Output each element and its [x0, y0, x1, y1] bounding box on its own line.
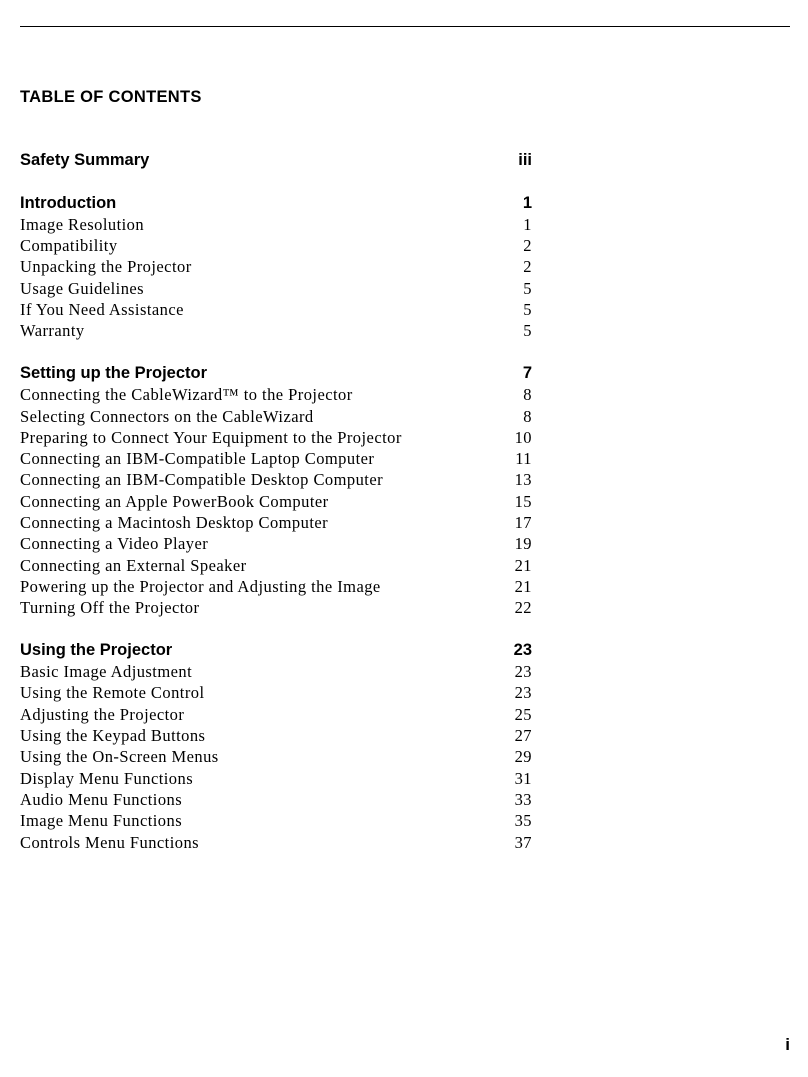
toc-entry[interactable]	[20, 597, 532, 618]
toc-entry-page: 1	[523, 214, 532, 234]
toc-entry-label: Connecting an External Speaker	[20, 555, 247, 575]
toc-entry-page: 31	[514, 768, 532, 788]
toc-entry-label: Connecting an IBM-Compatible Laptop Computer	[20, 449, 375, 469]
toc-entry[interactable]	[20, 661, 532, 682]
section-spacer	[20, 171, 532, 192]
toc-entry-page: 27	[514, 726, 532, 746]
toc-section-heading[interactable]	[20, 193, 532, 214]
toc-list	[20, 150, 532, 853]
toc-entry-page: 8	[523, 406, 532, 426]
toc-entry-page: 21	[514, 576, 532, 596]
toc-entry-page: 19	[514, 534, 532, 554]
toc-entry[interactable]	[20, 448, 532, 469]
toc-section-title: Safety Summary	[20, 151, 150, 169]
toc-entry-page: 37	[514, 832, 532, 852]
toc-entry-page: 33	[514, 789, 532, 809]
toc-entry-label: Turning Off the Projector	[20, 598, 200, 618]
toc-entry[interactable]	[20, 235, 532, 256]
toc-section-page: iii	[518, 151, 532, 169]
toc-entry[interactable]	[20, 491, 532, 512]
toc-entry-label: Image Menu Functions	[20, 811, 183, 831]
toc-entry-label: Preparing to Connect Your Equipment to the Projector	[20, 427, 402, 447]
toc-entry[interactable]	[20, 384, 532, 405]
toc-entry[interactable]	[20, 555, 532, 576]
toc-entry-page: 10	[514, 427, 532, 447]
toc-section-page: 23	[513, 640, 532, 659]
toc-entry[interactable]	[20, 832, 532, 853]
toc-entry-page: 21	[514, 555, 532, 575]
toc-entry-label: Warranty	[20, 321, 85, 341]
toc-entry-label: Image Resolution	[20, 214, 145, 234]
toc-entry-page: 22	[514, 598, 532, 618]
toc-entry-page: 23	[514, 662, 532, 682]
toc-entry-label: Connecting an IBM-Compatible Desktop Computer	[20, 470, 384, 490]
toc-entry[interactable]	[20, 810, 532, 831]
toc-entry-label: Audio Menu Functions	[20, 789, 183, 809]
toc-entry-label: If You Need Assistance	[20, 300, 184, 320]
toc-entry[interactable]	[20, 278, 532, 299]
toc-entry[interactable]	[20, 533, 532, 554]
toc-entry-label: Basic Image Adjustment	[20, 662, 193, 682]
toc-section-title: Introduction	[20, 193, 117, 212]
toc-entry-label: Connecting an Apple PowerBook Computer	[20, 491, 329, 511]
toc-entry-label: Adjusting the Projector	[20, 704, 185, 724]
toc-entry-page: 25	[514, 704, 532, 724]
toc-entry-label: Using the Remote Control	[20, 683, 205, 703]
toc-section-heading[interactable]	[20, 640, 532, 661]
toc-entry[interactable]	[20, 512, 532, 533]
toc-entry-page: 17	[514, 513, 532, 533]
toc-entry[interactable]	[20, 469, 532, 490]
toc-entry-label: Usage Guidelines	[20, 278, 145, 298]
toc-entry-page: 15	[514, 491, 532, 511]
toc-entry[interactable]	[20, 299, 532, 320]
toc-entry-label: Powering up the Projector and Adjusting the Image	[20, 576, 381, 596]
toc-entry[interactable]	[20, 768, 532, 789]
toc-entry[interactable]	[20, 576, 532, 597]
toc-entry-page: 5	[523, 300, 532, 320]
toc-entry-page: 2	[523, 236, 532, 256]
toc-entry[interactable]	[20, 320, 532, 341]
toc-entry-label: Unpacking the Projector	[20, 257, 192, 277]
section-spacer	[20, 619, 532, 640]
toc-entry[interactable]	[20, 256, 532, 277]
toc-entry-page: 8	[523, 385, 532, 405]
toc-entry-label: Display Menu Functions	[20, 768, 194, 788]
toc-entry[interactable]	[20, 789, 532, 810]
toc-entry-label: Using the Keypad Buttons	[20, 726, 206, 746]
toc-entry[interactable]	[20, 746, 532, 767]
toc-entry[interactable]	[20, 214, 532, 235]
toc-entry-label: Selecting Connectors on the CableWizard	[20, 406, 314, 426]
toc-section-title: Setting up the Projector	[20, 363, 208, 382]
toc-entry-label: Connecting the CableWizard™ to the Projector	[20, 385, 353, 405]
toc-entry[interactable]	[20, 406, 532, 427]
section-spacer	[20, 342, 532, 363]
toc-entry[interactable]	[20, 704, 532, 725]
toc-entry-page: 5	[523, 321, 532, 341]
toc-section-page: 1	[522, 193, 532, 212]
toc-entry-page: 23	[514, 683, 532, 703]
toc-entry-label: Compatibility	[20, 236, 118, 256]
toc-entry-page: 13	[514, 470, 532, 490]
top-rule	[20, 26, 790, 27]
toc-entry[interactable]	[20, 427, 532, 448]
toc-entry-page: 11	[515, 449, 532, 469]
toc-entry-label: Connecting a Macintosh Desktop Computer	[20, 513, 329, 533]
page-title: TABLE OF CONTENTS	[20, 88, 202, 106]
page-number: i	[785, 1035, 790, 1054]
toc-section-page: 7	[522, 363, 532, 382]
toc-section-heading[interactable]	[20, 363, 532, 384]
toc-section-title: Using the Projector	[20, 640, 173, 659]
toc-entry-label: Using the On-Screen Menus	[20, 747, 219, 767]
toc-section-heading[interactable]	[20, 150, 532, 171]
toc-entry[interactable]	[20, 682, 532, 703]
toc-entry-page: 2	[523, 257, 532, 277]
toc-entry-label: Controls Menu Functions	[20, 832, 200, 852]
toc-entry-page: 29	[514, 747, 532, 767]
toc-entry-page: 35	[514, 811, 532, 831]
toc-entry-page: 5	[523, 278, 532, 298]
toc-entry-label: Connecting a Video Player	[20, 534, 209, 554]
toc-entry[interactable]	[20, 725, 532, 746]
